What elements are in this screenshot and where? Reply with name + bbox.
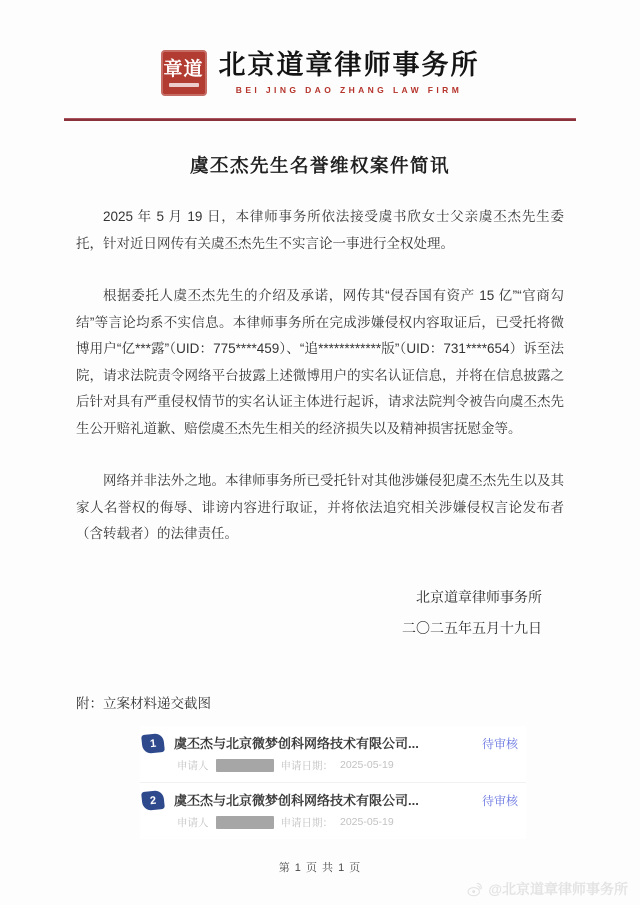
watermark-text: @北京道章律师事务所 <box>488 881 628 897</box>
case-title: 虞丕杰与北京微梦创科网络技术有限公司... <box>174 735 419 751</box>
filing-item-1 <box>140 726 526 783</box>
redacted-applicant-name <box>216 816 274 829</box>
paragraph-warning: 网络并非法外之地。本律师事务所已受托针对其他涉嫌侵犯虞丕杰先生以及其家人名誉权的侮辱、诽谤内容进行取证，并将依法追究相关涉嫌侵权言论发布者（含转载者）的法律责任。 <box>76 473 564 541</box>
document-title: 虞丕杰先生名誉维权案件简讯 <box>189 155 450 176</box>
header-divider <box>64 118 576 121</box>
firm-logo <box>0 50 640 96</box>
filing-item-body <box>174 790 526 830</box>
signature-firm: 北京道章律师事务所 <box>416 588 542 605</box>
watermark <box>467 879 628 899</box>
filing-item-meta <box>174 815 526 830</box>
status-badge: 待审核 <box>481 793 518 808</box>
firm-name-en: BEI JING DAO ZHANG LAW FIRM <box>235 84 463 95</box>
attachment-label: 附：立案材料递交截图 <box>76 695 211 711</box>
item-number-badge <box>141 732 165 753</box>
signature-block <box>0 582 640 644</box>
filing-item-body <box>174 733 526 773</box>
applicant-label: 申请人 <box>177 759 209 772</box>
seal-band <box>169 83 199 87</box>
signature-date: 二〇二五年五月十九日 <box>402 619 542 636</box>
firm-seal-icon <box>161 50 207 96</box>
seal-characters: 章道 <box>163 57 204 80</box>
application-date: 2025-05-19 <box>340 816 394 828</box>
firm-name-cn: 北京道章律师事务所 <box>218 50 480 82</box>
item-number: 1 <box>149 736 157 750</box>
case-title: 虞丕杰与北京微梦创科网络技术有限公司... <box>174 792 419 808</box>
item-number-badge <box>141 789 165 810</box>
weibo-icon <box>467 881 484 898</box>
page-number: 第 1 页 共 1 页 <box>278 861 362 874</box>
redacted-applicant-name <box>216 759 274 772</box>
status-badge: 待审核 <box>481 736 518 751</box>
firm-name-block <box>219 51 480 95</box>
application-date: 2025-05-19 <box>340 759 394 771</box>
paragraph-lawsuit: 根据委托人虞丕杰先生的介绍及承诺，网传其“侵吞国有资产 15 亿”“官商勾结”等言论均系不实信息。本律师事务所在完成涉嫌侵权内容取证后，已受托将微博用户“亿***露”（UID：775****459）、“追************版”（UID：731****654）诉至法院，请求法院责令网络平台披露上述微博用户的实名认证信息，并将在信息披露之后针对具有严重侵权情节的实名认证主体进行起诉，请求法院判令被告向虞丕杰先生公开赔礼道歉、赔偿虞丕杰先生相关的经济损失以及精神损害抚慰金等。 <box>76 288 564 436</box>
item-number: 2 <box>149 793 157 807</box>
date-label: 申请日期： <box>280 759 333 772</box>
attachment-list <box>140 726 526 839</box>
filing-item-meta <box>174 758 526 773</box>
date-label: 申请日期： <box>280 816 333 829</box>
law-firm-header <box>0 0 640 96</box>
paragraph-commission: 2025 年 5 月 19 日，本律师事务所依法接受虞书欣女士父亲虞丕杰先生委托，针对近日网传有关虞丕杰先生不实言论一事进行全权处理。 <box>76 209 564 251</box>
applicant-label: 申请人 <box>177 816 209 829</box>
filing-item-2 <box>140 783 526 839</box>
